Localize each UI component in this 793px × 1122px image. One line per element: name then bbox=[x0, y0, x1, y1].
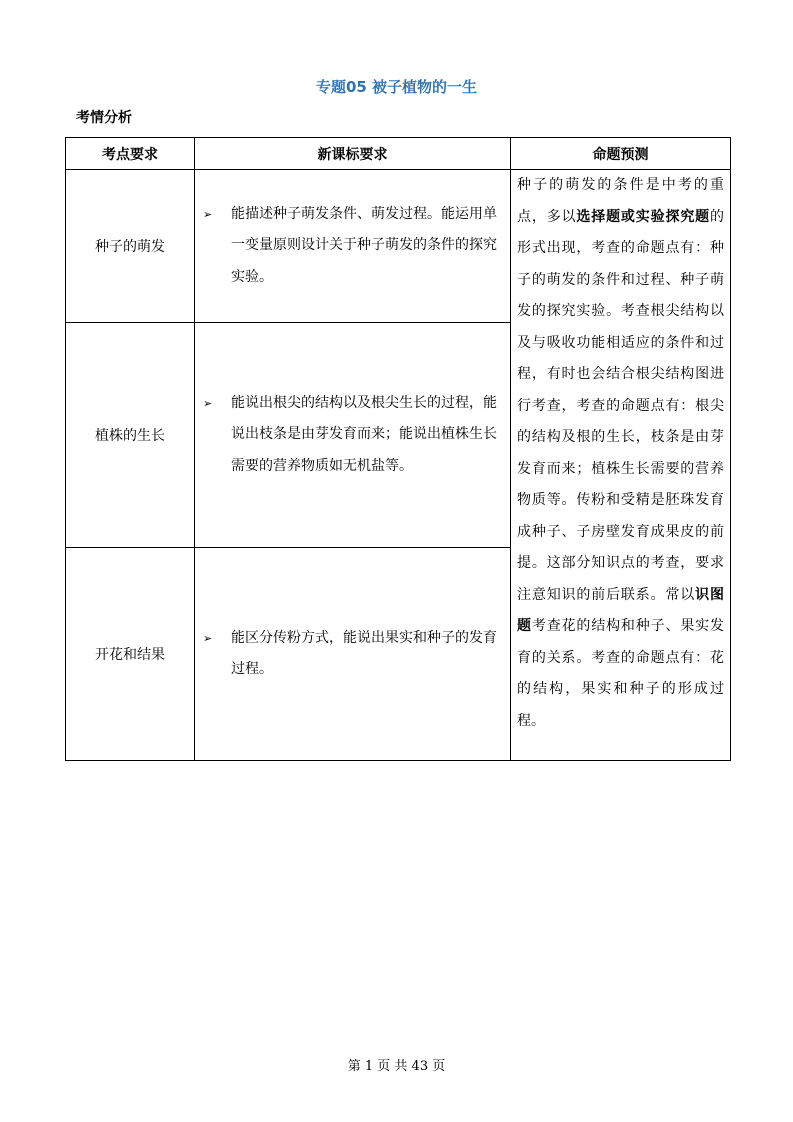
prediction-emphasis: 识图题 bbox=[517, 586, 725, 634]
analysis-table bbox=[65, 137, 731, 761]
header-topic: 考点要求 bbox=[66, 138, 195, 170]
requirement-text: 能区分传粉方式，能说出果实和种子的发育过程。 bbox=[231, 629, 497, 677]
section-heading: 考情分析 bbox=[76, 110, 132, 126]
header-prediction: 命题预测 bbox=[511, 138, 731, 170]
page-footer: 第 1 页 共 43 页 bbox=[347, 1059, 446, 1074]
table-header-row bbox=[66, 138, 731, 170]
requirement-cell bbox=[195, 323, 511, 548]
topic-cell: 植株的生长 bbox=[66, 323, 195, 548]
topic-cell: 开花和结果 bbox=[66, 548, 195, 761]
requirement-cell bbox=[195, 548, 511, 761]
header-requirement: 新课标要求 bbox=[195, 138, 511, 170]
prediction-text: 考查花的结构和种子、果实发育的关系。考查的命题点有：花的结构，果实和种子的形成过程。 bbox=[517, 618, 725, 729]
table-row bbox=[66, 170, 731, 323]
prediction-cell bbox=[511, 170, 731, 761]
page-title: 专题05 被子植物的一生 bbox=[315, 78, 478, 96]
arrow-bullet-icon: ➢ bbox=[203, 396, 213, 410]
prediction-text: 种子的萌发的条件是中考的重点，多以 bbox=[517, 177, 724, 225]
prediction-text: 的形式出现，考查的命题点有：种子的萌发的条件和过程、种子萌发的探究实验。考查根尖结构以及与吸收功能相适应的条件和过程，有时也会结合根尖结构图进行考查，考查的命题点有：根尖的结构及根的生长，枝条是由芽发育而来；植株生长需要的营养物质等。传粉和受精是胚珠发育成种子、子房壁发育成果皮的前提。这部分知识点的考查，要求注意知识的前后联系。常以 bbox=[517, 208, 725, 603]
requirement-text: 能说出根尖的结构以及根尖生长的过程，能说出枝条是由芽发育而来；能说出植株生长需要的营养物质如无机盐等。 bbox=[231, 394, 497, 474]
requirement-text: 能描述种子萌发条件、萌发过程。能运用单一变量原则设计关于种子萌发的条件的探究实验。 bbox=[231, 205, 497, 285]
prediction-emphasis: 选择题或实验探究题 bbox=[576, 208, 711, 225]
requirement-cell bbox=[195, 170, 511, 323]
arrow-bullet-icon: ➢ bbox=[203, 207, 213, 221]
topic-cell: 种子的萌发 bbox=[66, 170, 195, 323]
arrow-bullet-icon: ➢ bbox=[203, 631, 213, 645]
